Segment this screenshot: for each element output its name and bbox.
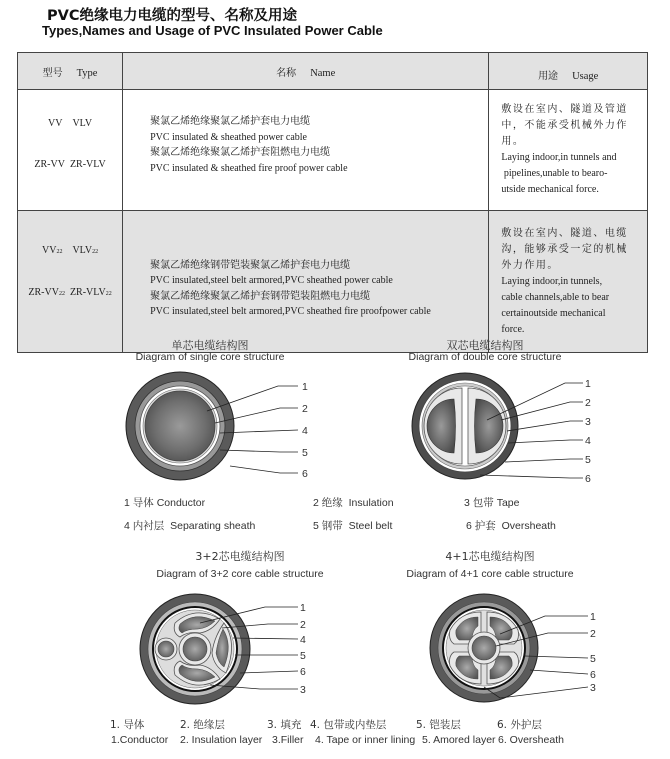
type-code: ZR-VLV (69, 158, 106, 170)
legend-cn: 护套 (474, 520, 496, 532)
usage-cell (489, 90, 648, 211)
legend-cn: 钢带 (321, 520, 343, 532)
usage-cn: 中，不能承受机械外力作 (501, 120, 628, 131)
usage-cn: 敷设在室内、隧道、电缆 (501, 227, 628, 239)
usage-cell (489, 211, 648, 353)
label-4: 4 (585, 435, 591, 447)
legend-en: Steel belt (348, 520, 393, 532)
legend-item (466, 518, 556, 533)
header-name-en: Name (310, 67, 336, 79)
legend-en-item: 1.Conductor (111, 734, 169, 746)
usage-en: Laying indoor,in tunnels and (501, 152, 617, 163)
usage-cn: 敷设在室内、隧道及管道 (501, 104, 628, 115)
header-name (123, 53, 489, 90)
type-subscript: 22 (58, 291, 65, 297)
legend-item (464, 495, 519, 510)
legend-item (313, 518, 392, 533)
label-3: 3 (300, 684, 306, 696)
usage-en: utside mechanical force. (501, 184, 599, 195)
usage-cn: 外力作用。 (501, 259, 559, 271)
label-6: 6 (585, 473, 591, 485)
type-line (18, 286, 122, 301)
legend-num: 2 (313, 497, 319, 509)
legend-en: Conductor (156, 497, 206, 509)
legend-en-item: 4. Tape or inner lining (315, 734, 416, 746)
type-subscript: 22 (105, 291, 112, 297)
single-core-title-cn: 单芯电缆结构图 (171, 339, 249, 352)
label-2: 2 (585, 397, 591, 409)
name-en: PVC insulated & sheathed power cable (150, 131, 307, 143)
legend-en-item: 2. Insulation layer (180, 734, 263, 746)
name-cn: 聚氯乙烯绝缘聚氯乙烯护套阻燃电力电缆 (150, 147, 331, 158)
legend-num: 4 (124, 520, 130, 532)
legend-cn-item: 1. 导体 (110, 719, 145, 731)
name-en: PVC insulated & sheathed fire proof power cable (150, 162, 348, 174)
type-subscript: 22 (92, 249, 99, 255)
legend-en: Insulation (348, 497, 394, 509)
label-1: 1 (302, 381, 308, 393)
type-cell (18, 211, 123, 353)
label-6: 6 (302, 468, 308, 480)
four-one-core-diagram (430, 590, 605, 710)
legend-cn-item: 4. 包带或内垫层 (310, 719, 387, 731)
label-5: 5 (302, 447, 308, 459)
usage-en: cable channels,able to bear (501, 291, 610, 303)
header-usage-en: Usage (572, 70, 599, 82)
legend-num: 3 (464, 497, 470, 509)
single-core-title-en: Diagram of single core structure (135, 351, 285, 363)
label-3: 3 (585, 416, 591, 428)
usage-en: force. (501, 323, 525, 335)
type-cell (18, 90, 123, 211)
type-code: VLV (72, 117, 93, 129)
legend-cn-item: 3. 填充 (267, 719, 302, 731)
label-1: 1 (590, 611, 596, 623)
legend-cn: 内衬层 (132, 520, 165, 532)
three-two-core-title-cn: 3+2芯电缆结构图 (195, 550, 285, 563)
label-5: 5 (585, 454, 591, 466)
usage-cn: 沟，能够承受一定的机械 (501, 243, 628, 255)
legend-en-item: 3.Filler (272, 734, 304, 746)
usage-cn: 用。 (501, 136, 525, 147)
four-one-core-title-cn: 4+1芯电缆结构图 (445, 550, 535, 563)
name-en: PVC insulated,steel belt armored,PVC sheathed power cable (150, 275, 393, 286)
legend-item (124, 518, 255, 533)
type-code: VV (41, 245, 57, 256)
legend-en: Oversheath (501, 520, 556, 532)
center-conductor (183, 637, 207, 661)
label-5: 5 (590, 653, 596, 665)
legend-cn-item: 5. 铠装层 (416, 719, 461, 731)
name-cn: 聚氯乙烯绝缘钢带铠装聚氯乙烯护套电力电缆 (150, 259, 351, 271)
usage-en: Laying indoor,in tunnels, (501, 275, 603, 287)
type-code: ZR-VV (28, 287, 59, 298)
label-6: 6 (300, 666, 306, 678)
table-header-row (18, 53, 648, 90)
single-core-diagram (120, 368, 308, 483)
conductor (145, 391, 215, 461)
label-3: 3 (590, 682, 596, 694)
center-conductor (472, 636, 496, 660)
legend-cn-item: 2. 绝缘层 (180, 719, 225, 731)
three-two-core-diagram (140, 593, 315, 708)
legend-cn-item: 6. 外护层 (497, 719, 542, 731)
label-2: 2 (302, 403, 308, 415)
legend-num: 1 (124, 497, 130, 509)
three-two-core-title-en: Diagram of 3+2 core cable structure (156, 568, 324, 580)
type-code: ZR-VV (34, 158, 65, 170)
legend-item (124, 495, 205, 510)
header-type-cn: 型号 (42, 67, 63, 79)
header-type (18, 53, 123, 90)
type-subscript: 22 (56, 249, 63, 255)
type-line (18, 244, 122, 259)
legend-num: 6 (466, 520, 472, 532)
label-1: 1 (300, 602, 306, 614)
cable-spec-table (17, 52, 648, 353)
table-row (18, 90, 648, 211)
page-title-en: Types,Names and Usage of PVC Insulated Power Cable (42, 23, 383, 38)
type-code: VV (47, 117, 63, 129)
name-cell (123, 211, 489, 353)
header-name-cn: 名称 (276, 67, 297, 79)
type-line (18, 117, 122, 131)
small-core-conductor (158, 641, 174, 657)
legend-en-item: 5. Amored layer (422, 734, 496, 746)
name-cell (123, 90, 489, 211)
label-5: 5 (300, 650, 306, 662)
header-usage (489, 53, 648, 90)
header-type-en: Type (76, 67, 98, 79)
label-2: 2 (300, 619, 306, 631)
legend-cn: 包带 (472, 497, 494, 509)
double-core-title-en: Diagram of double core structure (408, 351, 562, 363)
usage-en: certainoutside mechanical (501, 307, 606, 319)
legend-en: Separating sheath (170, 520, 256, 532)
label-6: 6 (590, 669, 596, 681)
table-row (18, 211, 648, 353)
type-code: VLV (72, 245, 93, 256)
name-cn: 聚氯乙烯绝缘聚氯乙烯护套电力电缆 (150, 116, 311, 127)
legend-cn: 导体 (132, 497, 154, 509)
name-cn: 聚氯乙烯绝缘聚氯乙烯护套钢带铠装阻燃电力电缆 (150, 290, 371, 302)
legend-cn: 绝缘 (321, 497, 343, 509)
label-2: 2 (590, 628, 596, 640)
legend-en: Tape (496, 497, 520, 509)
label-1: 1 (585, 378, 591, 390)
type-code: ZR-VLV (69, 287, 106, 298)
four-one-core-title-en: Diagram of 4+1 core cable structure (406, 568, 574, 580)
double-core-title-cn: 双芯电缆结构图 (446, 339, 524, 352)
legend-num: 5 (313, 520, 319, 532)
double-core-diagram (415, 368, 595, 483)
name-en: PVC insulated,steel belt armored,PVC sheathed fire proofpower cable (150, 306, 431, 317)
usage-en: pipelines,unable to bearo- (501, 168, 608, 179)
legend-en-item: 6. Oversheath (498, 734, 564, 746)
type-line (18, 158, 122, 172)
label-4: 4 (300, 634, 306, 646)
page-title-cn: PVC绝缘电力电缆的型号、名称及用途 (47, 8, 297, 24)
label-4: 4 (302, 425, 308, 437)
header-usage-cn: 用途 (538, 70, 559, 82)
legend-item (313, 495, 394, 510)
